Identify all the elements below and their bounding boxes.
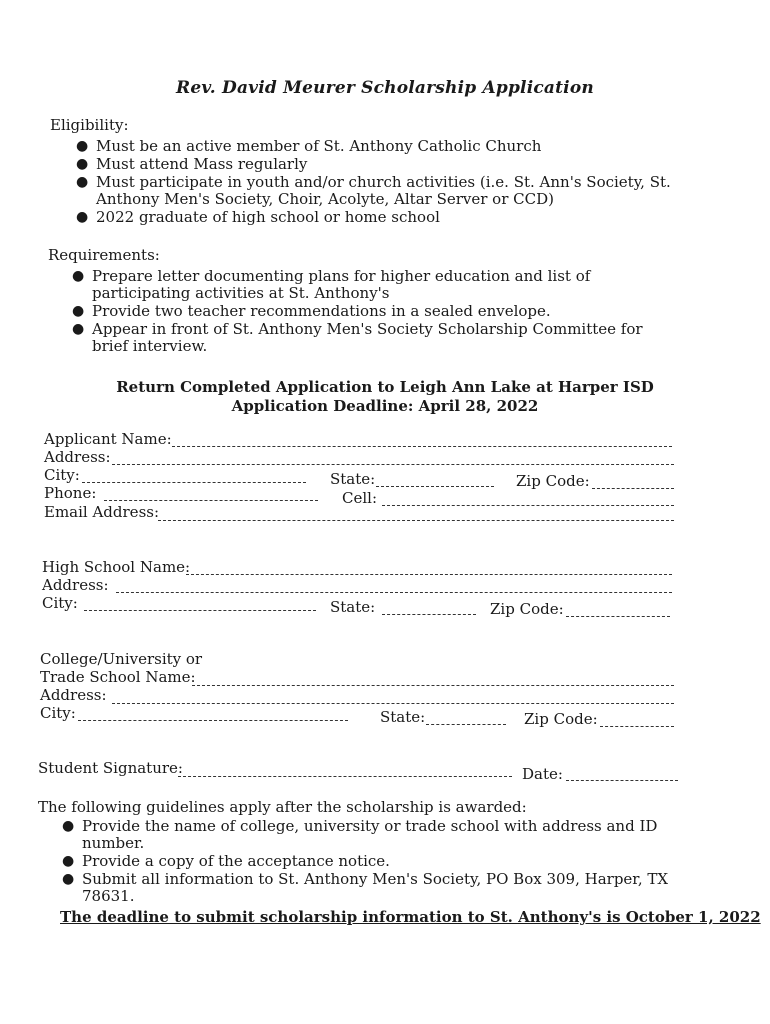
list-item: ● Provide two teacher recommendations in a sealed envelope. [72, 302, 551, 320]
return-instructions: Return Completed Application to Leigh Ann Lake at Harper ISD [116, 378, 654, 396]
college-zip-field[interactable] [600, 726, 674, 727]
applicant-email-field[interactable] [158, 520, 674, 521]
bullet-icon: ● [76, 174, 89, 190]
college-name-field[interactable] [192, 685, 674, 686]
list-item: ● Submit all information to St. Anthony Men's Society, PO Box 309, Harper, TX 78631. [62, 870, 669, 905]
college-label: College/University or [40, 650, 203, 668]
bullet-icon: ● [76, 156, 89, 172]
bullet-icon: ● [72, 321, 85, 337]
bullet-icon: ● [76, 209, 89, 225]
college-city-label: City: [40, 704, 76, 722]
bullet-icon: ● [72, 303, 85, 319]
applicant-zip-field[interactable] [592, 488, 674, 489]
bullet-icon: ● [76, 138, 89, 154]
high-school-address-label: Address: [42, 576, 109, 594]
applicant-phone-label: Phone: [44, 484, 97, 502]
college-address-label: Address: [40, 686, 107, 704]
list-item: ● Provide the name of college, university or trade school with address and ID number. [62, 817, 658, 852]
high-school-name-field[interactable] [186, 574, 672, 575]
requirements-heading: Requirements: [48, 246, 160, 264]
high-school-zip-field[interactable] [566, 616, 670, 617]
date-field[interactable] [566, 780, 678, 781]
college-city-field[interactable] [78, 720, 348, 721]
date-label: Date: [522, 765, 563, 783]
bullet-icon: ● [62, 871, 75, 887]
eligibility-list [72, 138, 712, 227]
applicant-address-field[interactable] [112, 464, 674, 465]
student-signature-field[interactable] [178, 776, 512, 777]
applicant-state-label: State: [330, 470, 376, 488]
applicant-state-field[interactable] [376, 486, 494, 487]
high-school-city-label: City: [42, 594, 78, 612]
college-zip-label: Zip Code: [524, 710, 598, 728]
applicant-name-field[interactable] [172, 446, 672, 447]
list-item: ● Must be an active member of St. Anthony Catholic Church [76, 137, 542, 155]
eligibility-heading: Eligibility: [50, 116, 129, 134]
bullet-icon: ● [72, 268, 85, 284]
list-item: ● 2022 graduate of high school or home school [76, 208, 440, 226]
high-school-address-field[interactable] [116, 592, 672, 593]
applicant-cell-label: Cell: [342, 489, 378, 507]
applicant-city-field[interactable] [82, 482, 306, 483]
list-item: ● Appear in front of St. Anthony Men's Society Scholarship Committee for brief interview. [72, 320, 643, 355]
applicant-name-label: Applicant Name: [44, 430, 172, 448]
list-item: ● Provide a copy of the acceptance notice. [62, 852, 390, 870]
high-school-state-field[interactable] [382, 614, 476, 615]
student-signature-label: Student Signature: [38, 759, 183, 777]
applicant-email-label: Email Address: [44, 503, 160, 521]
high-school-name-label: High School Name: [42, 558, 191, 576]
applicant-city-label: City: [44, 466, 80, 484]
high-school-city-field[interactable] [84, 610, 316, 611]
page-title: Rev. David Meurer Scholarship Application [176, 78, 594, 98]
list-item: ● Prepare letter documenting plans for higher education and list of participating activities at St. Anthony's [72, 267, 591, 302]
college-address-field[interactable] [112, 703, 674, 704]
guidelines-intro: The following guidelines apply after the scholarship is awarded: [38, 798, 527, 816]
applicant-cell-field[interactable] [382, 505, 674, 506]
application-deadline: Application Deadline: April 28, 2022 [231, 397, 539, 415]
applicant-zip-label: Zip Code: [516, 472, 590, 490]
bullet-icon: ● [62, 818, 75, 834]
bullet-icon: ● [62, 853, 75, 869]
college-name-label: Trade School Name: [40, 668, 196, 686]
high-school-zip-label: Zip Code: [490, 600, 564, 618]
college-state-field[interactable] [426, 724, 506, 725]
applicant-address-label: Address: [44, 448, 111, 466]
footer-deadline: The deadline to submit scholarship information to St. Anthony's is October 1, 2022 [60, 908, 761, 926]
requirements-list [68, 268, 668, 356]
list-item: ● Must attend Mass regularly [76, 155, 308, 173]
applicant-phone-field[interactable] [104, 500, 318, 501]
list-item: ● Must participate in youth and/or church activities (i.e. St. Ann's Society, St. Anthony Men's Society, Choir, Acolyte, Altar Server or CCD) [76, 173, 671, 208]
college-state-label: State: [380, 708, 426, 726]
guidelines-list [58, 818, 718, 906]
high-school-state-label: State: [330, 598, 376, 616]
